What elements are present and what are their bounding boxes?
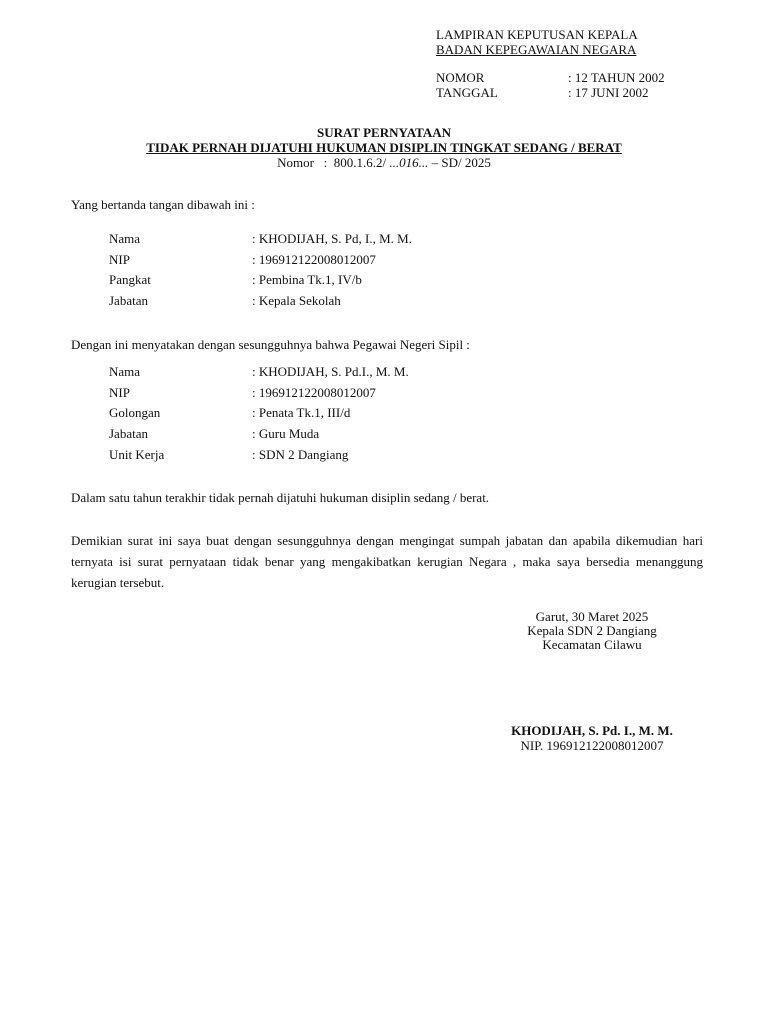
annex-nomor-value: : 12 TAHUN 2002 bbox=[568, 70, 665, 85]
field-value: : Pembina Tk.1, IV/b bbox=[252, 272, 362, 288]
signature-block bbox=[482, 610, 702, 652]
field-row bbox=[109, 362, 409, 383]
field-label: NIP bbox=[109, 251, 130, 267]
field-row bbox=[109, 270, 412, 291]
field-row bbox=[109, 403, 409, 424]
annex-nomor-label: NOMOR bbox=[436, 70, 485, 85]
signature-district: Kecamatan Cilawu bbox=[542, 637, 642, 652]
employee-fields bbox=[109, 362, 409, 465]
field-value: : Kepala Sekolah bbox=[252, 293, 341, 309]
field-value: : 196912122008012007 bbox=[252, 251, 376, 267]
field-label: Nama bbox=[109, 231, 141, 246]
field-label: Unit Kerja bbox=[109, 446, 165, 462]
field-row bbox=[109, 424, 409, 445]
annex-tanggal-value: : 17 JUNI 2002 bbox=[568, 85, 649, 100]
field-label: Pangkat bbox=[109, 272, 151, 288]
signatory-nip: NIP. 196912122008012007 bbox=[520, 738, 664, 753]
annex-tanggal-label: TANGGAL bbox=[436, 85, 498, 100]
intro-text: Yang bertanda tangan dibawah ini : bbox=[71, 197, 255, 212]
field-value: : KHODIJAH, S. Pd, I., M. M. bbox=[252, 231, 412, 246]
letter-number-prefix: Nomor : 800.1.6.2/ bbox=[277, 155, 390, 170]
title-line-2: TIDAK PERNAH DIJATUHI HUKUMAN DISIPLIN TINGKAT SEDANG / BERAT bbox=[146, 140, 622, 155]
field-value: : 196912122008012007 bbox=[252, 384, 376, 400]
field-label: Golongan bbox=[109, 405, 161, 421]
field-row bbox=[109, 250, 412, 271]
field-row bbox=[109, 229, 412, 250]
field-label: Jabatan bbox=[109, 293, 148, 309]
field-value: : Guru Muda bbox=[252, 426, 320, 442]
closing-paragraph: Demikian surat ini saya buat dengan sesungguhnya dengan mengingat sumpah jabatan dan apabila dikemudian hari ternyata isi surat pernyataan tidak benar yang mengakibatkan kerugian Negara , maka saya bersedia menanggung kerugian tersebut. bbox=[71, 533, 703, 590]
field-value: : SDN 2 Dangiang bbox=[252, 446, 349, 462]
letter-number-suffix: – SD/ 2025 bbox=[428, 155, 491, 170]
signatory-name: KHODIJAH, S. Pd. I., M. M. bbox=[511, 723, 673, 738]
field-value: : Penata Tk.1, III/d bbox=[252, 405, 351, 421]
field-value: : KHODIJAH, S. Pd.I., M. M. bbox=[252, 364, 409, 379]
annex-reference bbox=[436, 27, 665, 100]
signatory-name-block bbox=[482, 723, 702, 753]
annex-line-1: LAMPIRAN KEPUTUSAN KEPALA bbox=[436, 27, 638, 42]
letter-title bbox=[0, 125, 768, 170]
annex-nomor-row bbox=[436, 70, 665, 85]
field-row bbox=[109, 383, 409, 404]
signature-place-date: Garut, 30 Maret 2025 bbox=[535, 609, 649, 624]
statement-text: Dalam satu tahun terakhir tidak pernah dijatuhi hukuman disiplin sedang / berat. bbox=[71, 490, 490, 505]
field-row bbox=[109, 291, 412, 312]
field-row bbox=[109, 445, 409, 466]
title-line-1: SURAT PERNYATAAN bbox=[317, 125, 451, 140]
field-label: NIP bbox=[109, 384, 130, 400]
signatory-fields bbox=[109, 229, 412, 312]
signature-position: Kepala SDN 2 Dangiang bbox=[527, 623, 657, 638]
field-label: Jabatan bbox=[109, 426, 148, 442]
annex-tanggal-row bbox=[436, 85, 665, 100]
annex-line-2: BADAN KEPEGAWAIAN NEGARA bbox=[436, 42, 637, 57]
declaration-text: Dengan ini menyatakan dengan sesungguhnya bahwa Pegawai Negeri Sipil : bbox=[71, 337, 470, 352]
letter-number-seq: ...016... bbox=[389, 155, 429, 170]
letter-number bbox=[0, 155, 768, 170]
field-label: Nama bbox=[109, 364, 141, 379]
